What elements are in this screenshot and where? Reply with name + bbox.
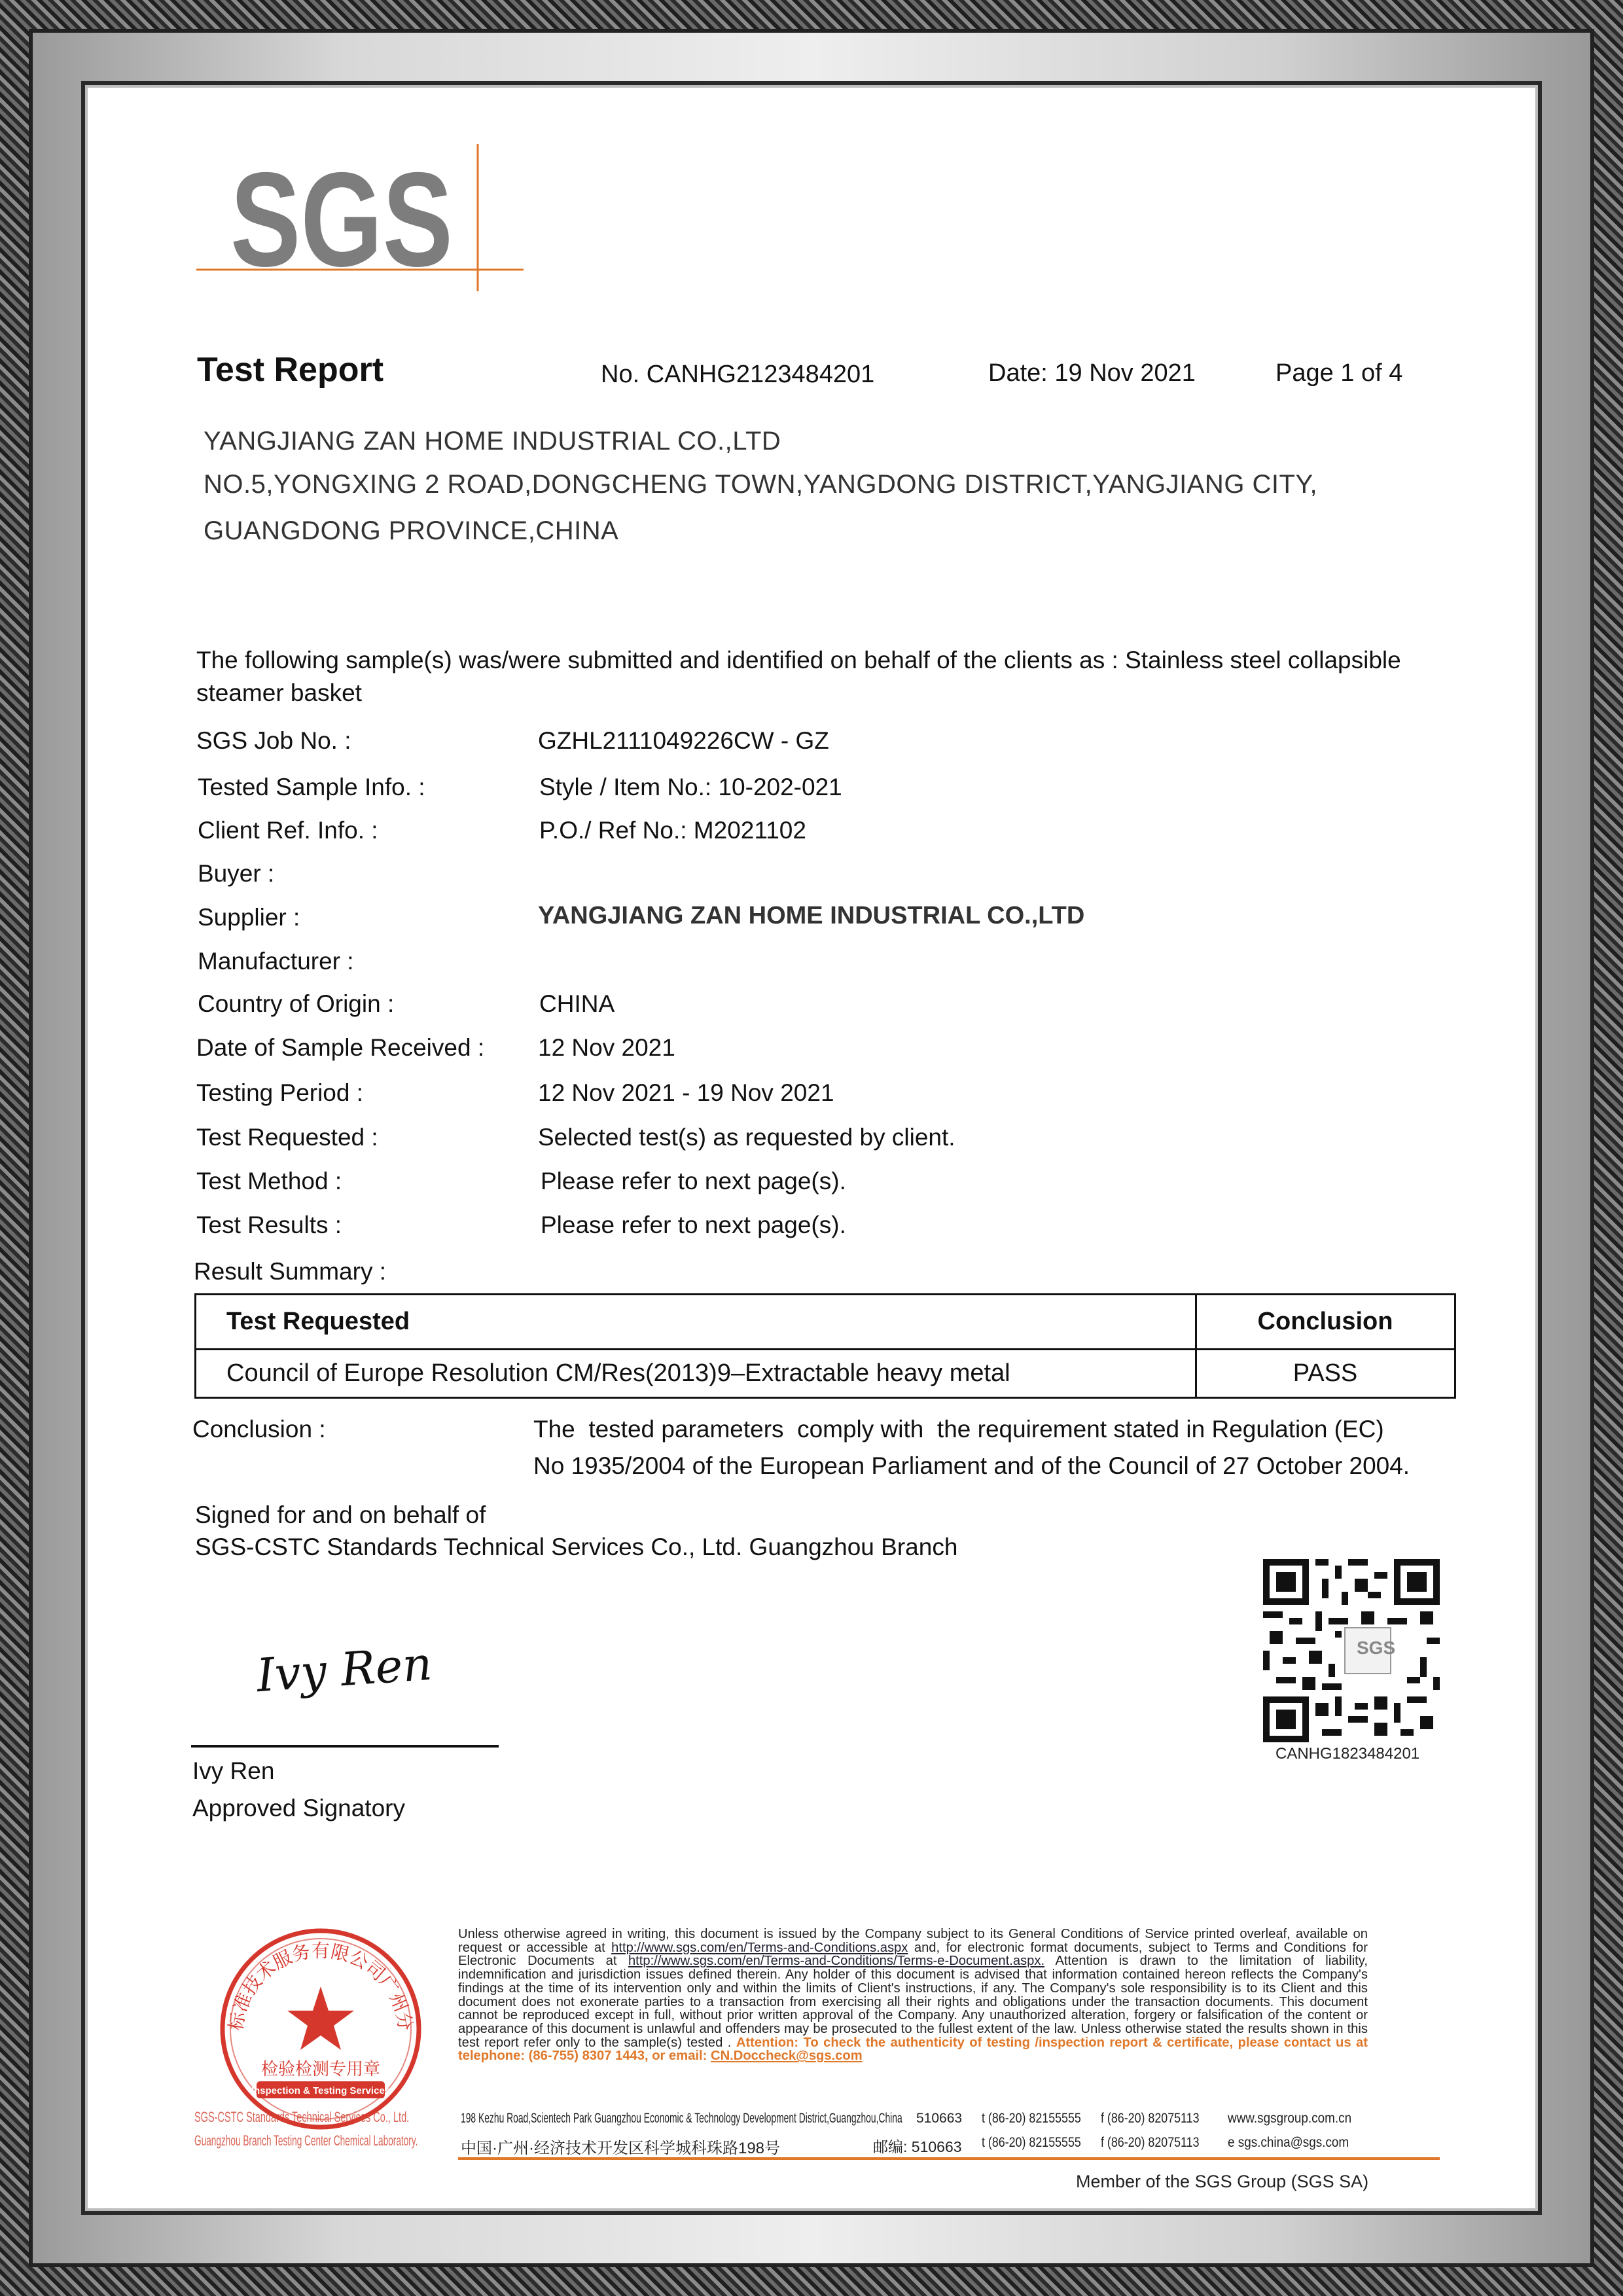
conclusion-line2: No 1935/2004 of the European Parliament and of the Council of 27 October 2004. [533,1452,1410,1479]
footer-email[interactable]: e sgs.china@sgs.com [1228,2135,1349,2150]
signature-line [191,1745,499,1748]
field-value: CHINA [539,990,615,1017]
footer-zip-en: 510663 [916,2111,963,2126]
terms-text-1: Unless otherwise agreed in writing, this document is issued by the Company subject to its General Conditions of Service printed overleaf, available on request or accessible at [458,1927,1368,1955]
field-value: P.O./ Ref No.: M2021102 [539,817,806,844]
field-label: Country of Origin : [198,990,395,1017]
report-date: Date: 19 Nov 2021 [988,359,1196,387]
page-indicator: Page 1 of 4 [1275,359,1403,387]
terms-link-e-document[interactable]: http://www.sgs.com/en/Terms-and-Conditions/Terms-e-Document.aspx. [628,1954,1045,1969]
lab-name-line2: Guangzhou Branch Testing Center Chemical Laboratory. [194,2132,418,2149]
qr-caption: CANHG1823484201 [1275,1745,1420,1763]
footer-address-cn: 中国·广州·经济技术开发区科学城科珠路198号 [461,2140,781,2157]
page-title: Test Report [197,351,384,389]
result-summary-table [194,1293,1456,1399]
seal-center-text: 检验检测专用章 [260,2060,381,2079]
footer-fax-en: f (86-20) 82075113 [1101,2111,1200,2126]
footer-fax-cn: f (86-20) 82075113 [1101,2135,1200,2150]
report-number: No. CANHG2123484201 [601,361,875,388]
qr-sgs-badge: SGS [1357,1638,1396,1658]
lab-name-line1: SGS-CSTC Standards Technical Services Co., Ltd. [194,2109,410,2125]
footer-tel-en: t (86-20) 82155555 [982,2111,1081,2126]
field-value: Please refer to next page(s). [541,1168,846,1194]
column-header-test: Test Requested [196,1295,1196,1350]
inspection-seal [216,1924,425,2134]
field-label: Manufacturer : [198,948,354,975]
field-label: Test Results : [196,1211,342,1238]
field-value: Please refer to next page(s). [541,1211,846,1238]
table-row [196,1350,1455,1398]
conclusion-line1: The tested parameters comply with the requirement stated in Regulation (EC) [533,1416,1384,1443]
signatory-title: Approved Signatory [192,1795,405,1821]
field-value: 12 Nov 2021 [538,1034,675,1061]
seal-sub-text: Inspection & Testing Services [251,2085,391,2096]
sgs-logo [196,144,524,295]
authenticity-notice: Attention: To check the authenticity of testing /inspection report & certificate, please contact us at telephone: (86-755) 8307 1443, or email: [458,2035,1368,2064]
intro-line1: The following sample(s) was/were submitted and identified on behalf of the clients as : Stainless steel collapsible [196,647,1401,673]
doccheck-email-link[interactable]: CN.Doccheck@sgs.com [710,2049,863,2064]
seal-ring-text: 标准技术服务有限公司广州分 [224,1940,417,2032]
member-statement: Member of the SGS Group (SGS SA) [1076,2172,1369,2191]
result-summary-heading: Result Summary : [194,1258,387,1285]
terms-fine-print [458,1928,1368,2063]
signatory-name: Ivy Ren [192,1757,275,1784]
field-label: Test Requested : [196,1124,378,1151]
signed-line2: SGS-CSTC Standards Technical Services Co., Ltd. Guangzhou Branch [195,1534,958,1560]
table-header-row [196,1295,1455,1350]
field-label: Tested Sample Info. : [198,774,425,800]
footer-website[interactable]: www.sgsgroup.com.cn [1228,2111,1352,2126]
field-label: Buyer : [198,860,275,887]
client-address-line2: GUANGDONG PROVINCE,CHINA [204,516,619,545]
field-value: Style / Item No.: 10-202-021 [539,774,842,800]
footer-tel-cn: t (86-20) 82155555 [982,2135,1081,2150]
terms-link-conditions[interactable]: http://www.sgs.com/en/Terms-and-Conditions.aspx [611,1940,908,1955]
sgs-logo-text: SGS [230,145,453,295]
terms-text-2: and, for electronic format documents, subject to Terms and Conditions for Electronic Documents at [458,1940,1368,1969]
cell-conclusion: PASS [1196,1350,1455,1398]
column-header-conclusion: Conclusion [1196,1295,1455,1350]
footer-zip-cn: 邮编: 510663 [873,2138,962,2155]
footer-rule [458,2157,1440,2160]
field-value: YANGJIANG ZAN HOME INDUSTRIAL CO.,LTD [538,902,1085,929]
field-value: GZHL2111049226CW - GZ [538,727,829,754]
client-address-line1: NO.5,YONGXING 2 ROAD,DONGCHENG TOWN,YANGDONG DISTRICT,YANGJIANG CITY, [204,470,1318,499]
cell-test: Council of Europe Resolution CM/Res(2013)9–Extractable heavy metal [196,1350,1196,1398]
field-label: Date of Sample Received : [196,1034,485,1061]
field-label: Client Ref. Info. : [198,817,378,844]
field-label: SGS Job No. : [196,727,351,754]
qr-code [1263,1559,1440,1742]
field-value: 12 Nov 2021 - 19 Nov 2021 [538,1079,834,1106]
client-name: YANGJIANG ZAN HOME INDUSTRIAL CO.,LTD [204,427,781,456]
signed-line1: Signed for and on behalf of [195,1501,486,1528]
conclusion-label: Conclusion : [192,1416,326,1443]
terms-text-3: Attention is drawn to the limitation of liability, indemnification and jurisdiction issues defined therein. Any holder of this document is advised that information contained hereon reflects the Company's findings at the time of its intervention only and within the limits of Client's instructions, if any. The Company's sole responsibility is to its Client and this document does not exonerate parties to a transaction from exercising all their rights and obligations under the transaction documents. This document cannot be reproduced except in full, without prior written approval of the Company. Any unauthorized alteration, forgery or falsification of the content or appearance of this document is unlawful and offenders may be prosecuted to the fullest extent of the law. Unless otherwise stated the results shown in this test report refer only to the sample(s) tested . [458,1954,1368,2050]
field-label: Supplier : [198,904,300,931]
intro-line2: steamer basket [196,679,362,706]
footer-address-en: 198 Kezhu Road,Scientech Park Guangzhou Economic & Technology Development District,Guangzhou,China [461,2111,902,2126]
field-value: Selected test(s) as requested by client. [538,1124,955,1151]
handwritten-signature: Ivy Ren [255,1636,434,1703]
field-label: Test Method : [196,1168,342,1194]
field-label: Testing Period : [196,1079,364,1106]
